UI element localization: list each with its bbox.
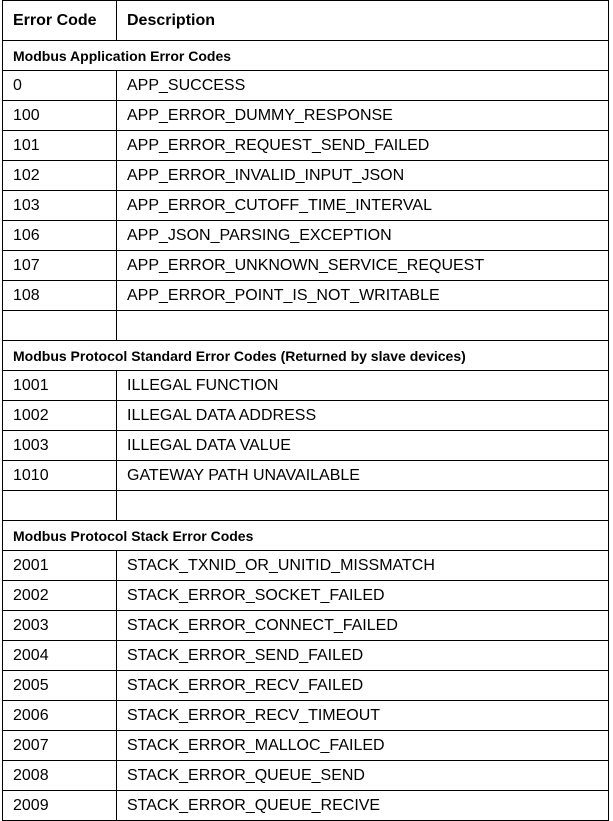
description-cell: STACK_ERROR_CONNECT_FAILED bbox=[117, 611, 609, 641]
table-row bbox=[3, 221, 609, 251]
description-cell: APP_ERROR_DUMMY_RESPONSE bbox=[117, 101, 609, 131]
error-code-cell: 1003 bbox=[3, 431, 117, 461]
table-row bbox=[3, 701, 609, 731]
table-row bbox=[3, 551, 609, 581]
table-row bbox=[3, 731, 609, 761]
table-row bbox=[3, 71, 609, 101]
error-code-cell: 2004 bbox=[3, 641, 117, 671]
table-row bbox=[3, 791, 609, 821]
description-cell: APP_ERROR_UNKNOWN_SERVICE_REQUEST bbox=[117, 251, 609, 281]
table-row bbox=[3, 461, 609, 491]
error-code-cell: 2001 bbox=[3, 551, 117, 581]
table-row bbox=[3, 101, 609, 131]
description-cell: STACK_ERROR_QUEUE_SEND bbox=[117, 761, 609, 791]
error-code-cell: 106 bbox=[3, 221, 117, 251]
error-code-cell: 1010 bbox=[3, 461, 117, 491]
description-cell: APP_ERROR_REQUEST_SEND_FAILED bbox=[117, 131, 609, 161]
table-row bbox=[3, 761, 609, 791]
table-row bbox=[3, 191, 609, 221]
table-row bbox=[3, 641, 609, 671]
error-code-cell: 0 bbox=[3, 71, 117, 101]
error-code-cell: 2002 bbox=[3, 581, 117, 611]
table-row bbox=[3, 611, 609, 641]
description-cell: APP_JSON_PARSING_EXCEPTION bbox=[117, 221, 609, 251]
error-code-cell: 2008 bbox=[3, 761, 117, 791]
table-row bbox=[3, 131, 609, 161]
table-row bbox=[3, 431, 609, 461]
error-code-cell: 1002 bbox=[3, 401, 117, 431]
description-cell: STACK_TXNID_OR_UNITID_MISSMATCH bbox=[117, 551, 609, 581]
blank-cell bbox=[3, 491, 117, 521]
section-header-row bbox=[3, 41, 609, 71]
error-code-cell: 103 bbox=[3, 191, 117, 221]
description-cell: STACK_ERROR_SOCKET_FAILED bbox=[117, 581, 609, 611]
blank-cell bbox=[117, 491, 609, 521]
header-error-code: Error Code bbox=[3, 1, 117, 41]
section-header-row bbox=[3, 341, 609, 371]
error-code-cell: 100 bbox=[3, 101, 117, 131]
error-code-cell: 101 bbox=[3, 131, 117, 161]
table-body bbox=[3, 41, 609, 821]
table-row bbox=[3, 401, 609, 431]
table-row bbox=[3, 671, 609, 701]
description-cell: APP_ERROR_INVALID_INPUT_JSON bbox=[117, 161, 609, 191]
description-cell: ILLEGAL DATA ADDRESS bbox=[117, 401, 609, 431]
description-cell: STACK_ERROR_MALLOC_FAILED bbox=[117, 731, 609, 761]
error-code-cell: 1001 bbox=[3, 371, 117, 401]
description-cell: STACK_ERROR_RECV_TIMEOUT bbox=[117, 701, 609, 731]
description-cell: APP_ERROR_POINT_IS_NOT_WRITABLE bbox=[117, 281, 609, 311]
description-cell: STACK_ERROR_RECV_FAILED bbox=[117, 671, 609, 701]
error-code-cell: 2007 bbox=[3, 731, 117, 761]
description-cell: STACK_ERROR_QUEUE_RECIVE bbox=[117, 791, 609, 821]
blank-cell bbox=[3, 311, 117, 341]
error-code-cell: 2006 bbox=[3, 701, 117, 731]
error-code-cell: 2009 bbox=[3, 791, 117, 821]
error-code-cell: 102 bbox=[3, 161, 117, 191]
error-code-table bbox=[2, 0, 609, 821]
table-row bbox=[3, 161, 609, 191]
description-cell: STACK_ERROR_SEND_FAILED bbox=[117, 641, 609, 671]
error-code-cell: 108 bbox=[3, 281, 117, 311]
blank-cell bbox=[117, 311, 609, 341]
section-title: Modbus Protocol Stack Error Codes bbox=[3, 521, 609, 551]
section-title: Modbus Protocol Standard Error Codes (Returned by slave devices) bbox=[3, 341, 609, 371]
error-code-cell: 2005 bbox=[3, 671, 117, 701]
description-cell: APP_SUCCESS bbox=[117, 71, 609, 101]
description-cell: APP_ERROR_CUTOFF_TIME_INTERVAL bbox=[117, 191, 609, 221]
blank-row bbox=[3, 311, 609, 341]
description-cell: ILLEGAL DATA VALUE bbox=[117, 431, 609, 461]
description-cell: GATEWAY PATH UNAVAILABLE bbox=[117, 461, 609, 491]
error-code-cell: 2003 bbox=[3, 611, 117, 641]
error-code-cell: 107 bbox=[3, 251, 117, 281]
blank-row bbox=[3, 491, 609, 521]
table-row bbox=[3, 251, 609, 281]
table-row bbox=[3, 581, 609, 611]
table-header-row bbox=[3, 1, 609, 41]
table-row bbox=[3, 371, 609, 401]
description-cell: ILLEGAL FUNCTION bbox=[117, 371, 609, 401]
section-title: Modbus Application Error Codes bbox=[3, 41, 609, 71]
section-header-row bbox=[3, 521, 609, 551]
table-row bbox=[3, 281, 609, 311]
header-description: Description bbox=[117, 1, 609, 41]
